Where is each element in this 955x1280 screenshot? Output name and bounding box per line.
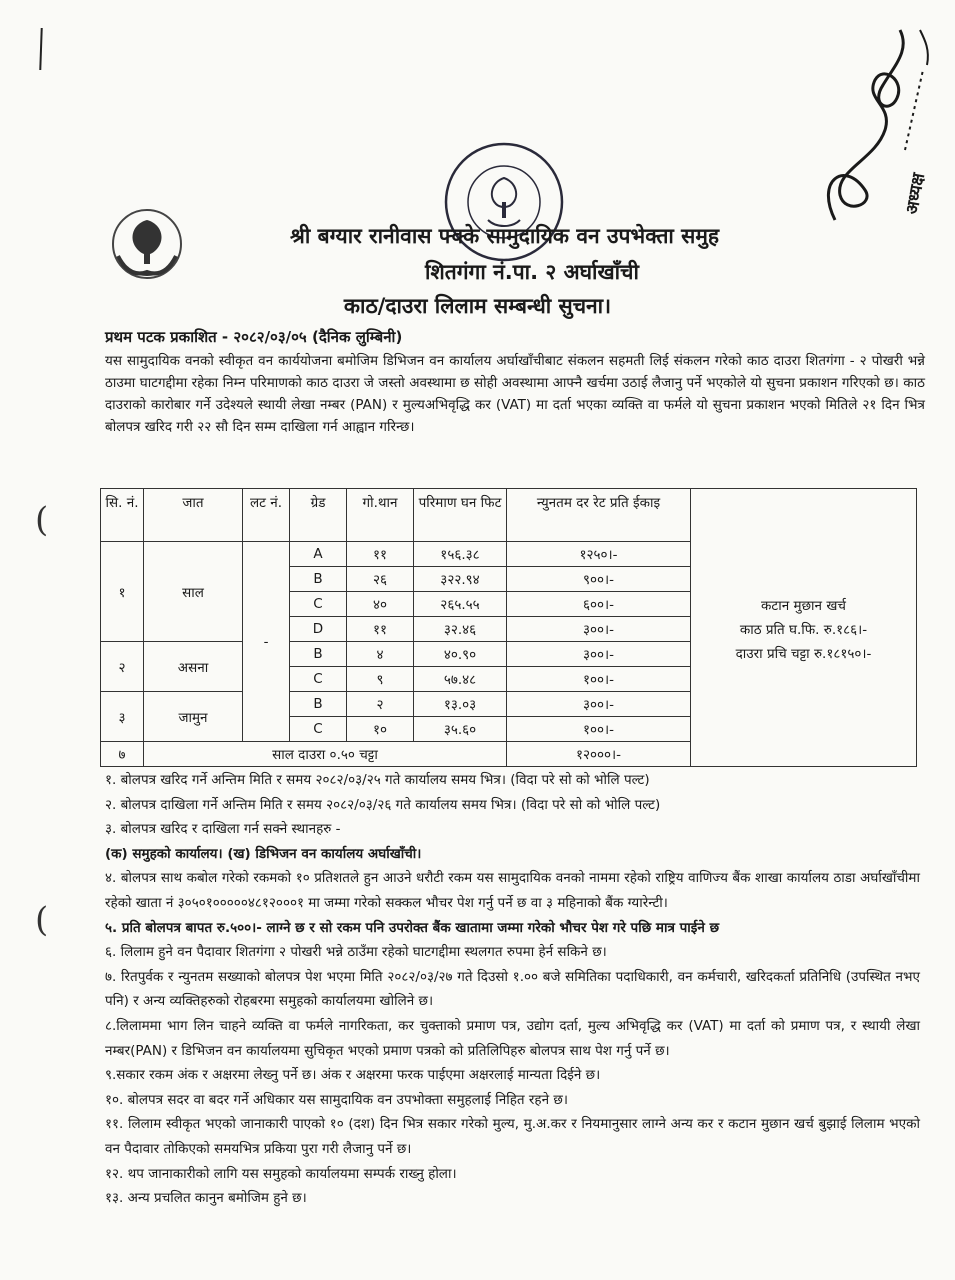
term-item: ६. लिलाम हुने वन पैदावार शितगंगा २ पोखरी भन्ने ठाउँमा रहेको घाटगद्दीमा स्थलगत रुपमा हेर्न सकिने छ। [105,944,607,961]
cell-stack: ४ [347,642,414,667]
cell-stack: २६ [347,567,414,592]
header-sn: सि. नं. [101,489,144,542]
term-item: ११. लिलाम स्वीकृत भएको जानाकारी पाएको १० (दश) दिन भित्र सकार गरेको मुल्य, मु.अ.कर र नियमानुसार लाग्ने अन्य कर र कटान मुछान खर्च बुझाई लिलाम भएको वन पैदावार तोकिएको समयभित्र प्रकिया पुरा गरी लैजानु पर्ने छ। [105,1116,920,1157]
cell-stack: ११ [347,542,414,567]
cell-rate: ३००।- [507,642,691,667]
cell-stack: ११ [347,617,414,642]
cell-stack: ४० [347,592,414,617]
signature-title: अध्यक्ष [902,171,930,216]
cell-grade: C [290,667,347,692]
cell-stack: १० [347,717,414,742]
cell-grade: B [290,642,347,667]
cell-rate: ३००।- [507,692,691,717]
notice-title: काठ/दाउरा लिलाम सम्बन्धी सुचना। [343,294,612,318]
cell-grade: A [290,542,347,567]
cell-grade: C [290,717,347,742]
cell-grade: C [290,592,347,617]
terms-list [105,768,920,1211]
margin-pen-mark: ( [35,500,49,540]
cell-volume: ३२.४६ [414,617,507,642]
term-item: ९.सकार रकम अंक र अक्षरमा लेख्नु पर्ने छ। अंक र अक्षरमा फरक पाईएमा अक्षरलाई मान्यता दिईने छ। [105,1067,601,1084]
intro-paragraph: यस सामुदायिक वनको स्वीकृत वन कार्ययोजना बमोजिम डिभिजन वन कार्यालय अर्घाखाँचीबाट संकलन सहमती लिई संकलन गरेको काठ दाउरा शितगंगा - २ पोखरी भन्ने ठाउमा घाटगद्दीमा रहेका निम्न परिमाणको काठ दाउरा जे जस्तो अवस्थामा छ सोही अवस्थामा आफ्नै खर्चमा उठाई लैजानु पर्ने भएकोले यो सुचना प्रकाशन गरिएको छ। काठ दाउराको कारोबार गर्ने उदेश्यले स्थायी लेखा नम्बर (PAN) र मुल्यअभिवृद्धि कर (VAT) मा दर्ता भएका व्यक्ति वा फर्मले यो सुचना प्रकाशन भएको मितिले २१ दिन भित्र बोलपत्र खरिद गरी २२ सौ दिन सम्म दाखिला गर्न आह्वान गरिन्छ। [105,353,925,435]
cell-grade: B [290,692,347,717]
header-volume: परिमाण घन फिट [414,489,507,542]
cell-volume: ३५.६० [414,717,507,742]
table-header-row [101,489,917,542]
cell-lot: - [243,542,290,742]
cell-grade: D [290,617,347,642]
cutting-cost-note [691,489,917,767]
term-item: १२. थप जानाकारीको लागि यस समुहको कार्यालयमा सम्पर्क राख्नु होला। [105,1165,457,1182]
note-line: दाउरा प्रचि चट्टा रु.१८१५०।- [735,645,872,662]
cell-volume: १५६.३८ [414,542,507,567]
signature-icon [805,10,945,235]
cell-volume: १३.०३ [414,692,507,717]
cell-species: जामुन [144,692,243,742]
term-item: ८.लिलाममा भाग लिन चाहने व्यक्ति वा फर्मले नागरिकता, कर चुक्ताको प्रमाण पत्र, उद्योग दर्ता, मुल्य अभिवृद्धि कर (VAT) मा दर्ता को प्रमाण पत्र, र स्थायी लेखा नम्बर(PAN) र डिभिजन वन कार्यालयमा सुचिकृत भएको प्रमाण पत्रको को प्रतिलिपिहरु बोलपत्र साथ पेश गर्नु पर्ने छ। [105,1017,920,1059]
note-line: काठ प्रति घ.फि. रु.१८६।- [739,621,868,638]
term-item: ३. बोलपत्र खरिद र दाखिला गर्न सक्ने स्थानहरु - [105,821,341,838]
cell-rate: ३००।- [507,617,691,642]
cell-grade: B [290,567,347,592]
cell-volume: ४०.९० [414,642,507,667]
header-lot: लट नं. [243,489,290,542]
term-item: ४. बोलपत्र साथ कबोल गरेको रकमको १० प्रतिशतले हुन आउने धरौटी रकम यस सामुदायिक वनको नाममा रहेको राष्ट्रिय वाणिज्य बैंक शाखा कार्यालय ठाडा अर्घाखाँचीमा रहेको खाता नं ३०५०१०००००४८१२०००१ मा जम्मा गरेको सक्कल भौचर पेश गर्नु पर्ने छ वा ३ महिनाको बैंक ग्यारेन्टी। [105,870,920,911]
cell-stack: २ [347,692,414,717]
cell-species: असना [144,642,243,692]
cell-volume: ३२२.९४ [414,567,507,592]
cell-rate: १२०००।- [507,742,691,767]
term-item: ५. प्रति बोलपत्र बापत रु.५००।- लाग्ने छ र सो रकम पनि उपरोक्त बैंक खातामा जम्मा गरेको भौचर पेश गरे पछि मात्र पाईने छ [105,919,720,936]
term-item: (क) समुहको कार्यालय। (ख) डिभिजन वन कार्यालय अर्घाखाँची। [105,845,422,862]
cell-stack: ९ [347,667,414,692]
header-grade: ग्रेड [290,489,347,542]
published-line: प्रथम पटक प्रकाशित - २०८२/०३/०५ (दैनिक लुम्बिनी) [105,328,403,346]
term-item: १३. अन्य प्रचलित कानुन बमोजिम हुने छ। [105,1190,307,1207]
cell-volume: ५७.४८ [414,667,507,692]
auction-table [100,488,917,767]
cell-sn: ७ [101,742,144,767]
org-logo-icon [108,206,186,286]
term-item: १. बोलपत्र खरिद गर्ने अन्तिम मिति र समय २०८२/०३/२५ गते कार्यालय समय भित्र। (विदा परे सो को भोलि पल्ट) [105,772,650,788]
term-item: ७. रितपुर्वक र न्युनतम सख्याको बोलपत्र पेश भएमा मिति २०८२/०३/२७ गते दिउसो १.०० बजे समितिका पदाधिकारी, वन कर्मचारी, खरिदकर्ता प्रतिनिधि (उपस्थित नभए पनि) र अन्य व्यक्तिहरुको रोहबरमा समुहको कार्यालयमा खोलिने छ। [105,968,920,1010]
cell-sn: २ [101,642,144,692]
org-name: श्री बग्यार रानीवास फ्क्के सामुदायिक वन उपभेक्ता समुह [290,224,720,248]
org-address: शितगंगा नं.पा. २ अर्घाखाँची [425,260,639,284]
cell-rate: ६००।- [507,592,691,617]
cell-rate: ९००।- [507,567,691,592]
cell-rate: १२५०।- [507,542,691,567]
header-species: जात [144,489,243,542]
cell-rate: १००।- [507,667,691,692]
margin-pen-mark: ( [35,900,49,940]
term-item: १०. बोलपत्र सदर वा बदर गर्ने अधिकार यस सामुदायिक वन उपभोक्ता समुहलाई निहित रहने छ। [105,1091,568,1108]
cell-sn: १ [101,542,144,642]
cell-sn: ३ [101,692,144,742]
term-item: २. बोलपत्र दाखिला गर्ने अन्तिम मिति र समय २०८२/०३/२६ गते कार्यालय समय भित्र। (विदा परे सो को भोलि पल्ट) [105,796,661,813]
cell-volume: २६५.५५ [414,592,507,617]
margin-pen-mark [39,28,42,70]
header-stack: गो.थान [347,489,414,542]
header-rate: न्युनतम दर रेट प्रति ईकाइ [507,489,691,542]
cell-description: साल दाउरा ०.५० चट्टा [144,742,507,767]
cell-species: साल [144,542,243,642]
cell-rate: १००।- [507,717,691,742]
note-line: कटान मुछान खर्च [761,597,846,614]
